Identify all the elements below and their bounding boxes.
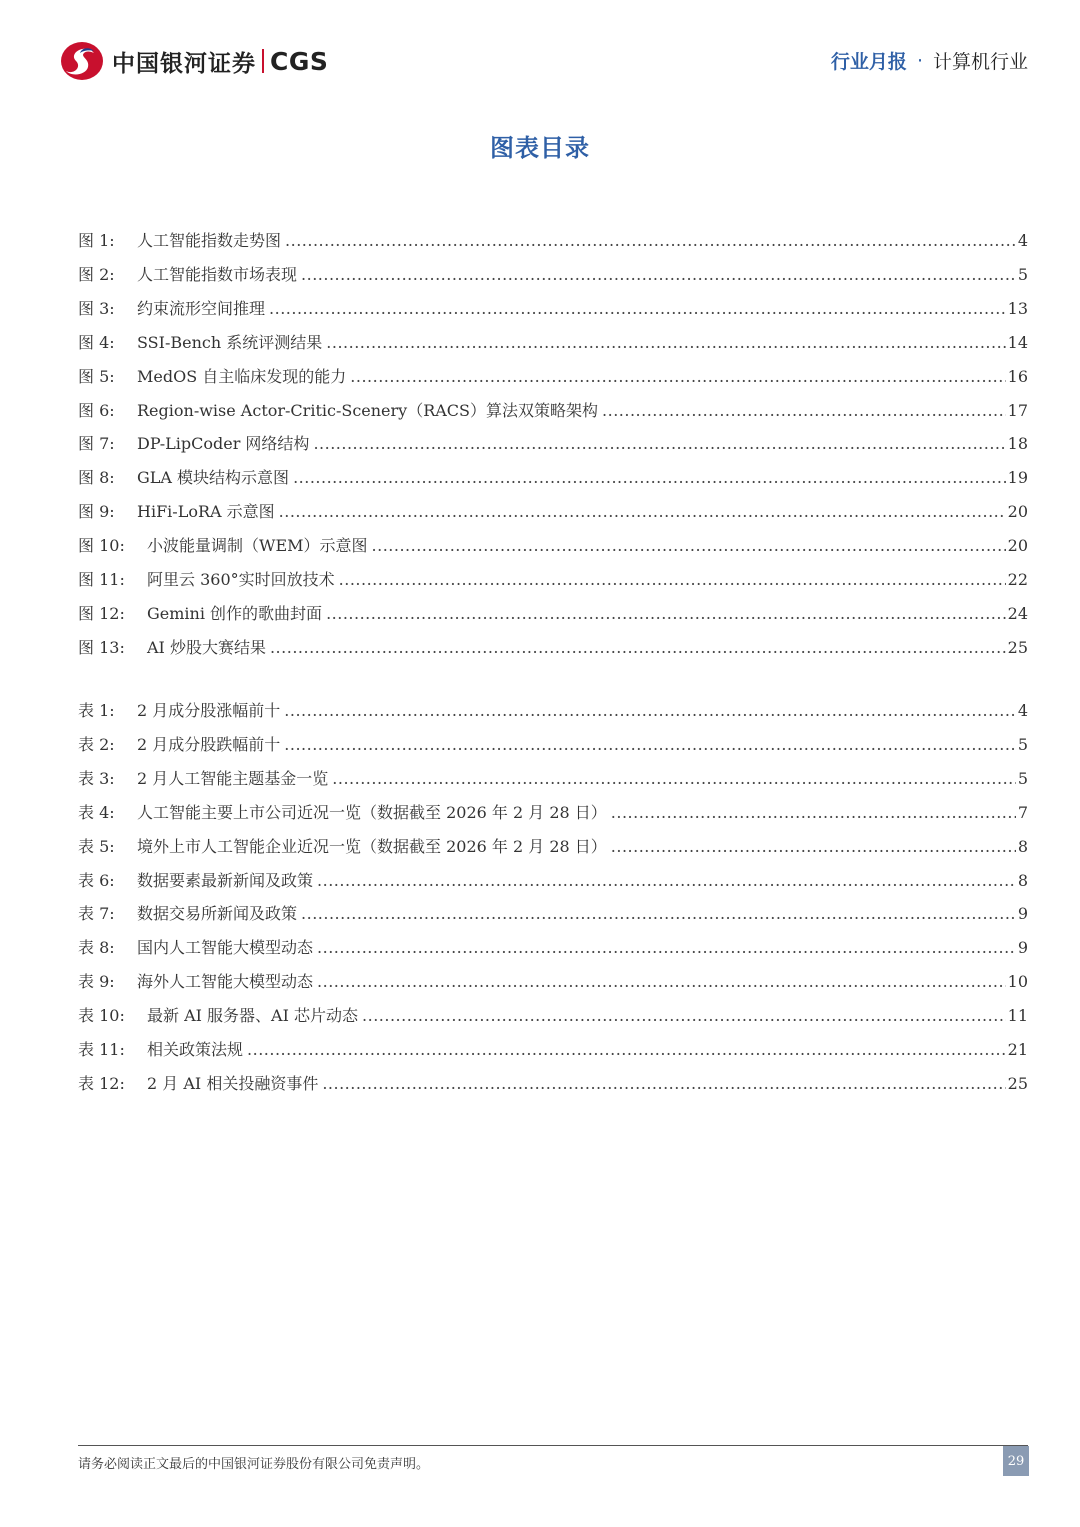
table-entry[interactable] — [78, 969, 1028, 995]
figure-entry[interactable] — [78, 567, 1028, 593]
entry-page: 20 — [1007, 536, 1028, 556]
table-entry[interactable] — [78, 1003, 1028, 1029]
dot-leader — [317, 938, 1016, 957]
dot-leader — [611, 803, 1016, 822]
cgs-logo-icon — [60, 41, 104, 81]
entry-title: 2 月人工智能主题基金一览 — [137, 768, 329, 788]
dot-leader — [285, 231, 1016, 250]
entry-number: 图 9: — [78, 502, 115, 522]
dot-leader — [372, 536, 1006, 555]
entry-number: 图 10: — [78, 536, 125, 556]
dot-leader — [332, 769, 1016, 788]
entry-page: 5 — [1017, 768, 1028, 788]
entry-page: 21 — [1007, 1040, 1028, 1059]
figure-entry[interactable] — [78, 228, 1028, 254]
entry-title: Region-wise Actor-Critic-Scenery（RACS）算法双策略架构 — [137, 400, 599, 420]
entry-title: 海外人工智能大模型动态 — [137, 972, 314, 992]
entry-page: 8 — [1017, 870, 1028, 890]
entry-page: 11 — [1007, 1006, 1028, 1026]
entry-page: 5 — [1017, 264, 1028, 284]
entry-number: 表 5: — [78, 836, 115, 856]
entry-page: 20 — [1007, 502, 1028, 522]
figure-entry[interactable] — [78, 262, 1028, 288]
dot-leader — [279, 502, 1006, 521]
figure-entry[interactable] — [78, 533, 1028, 559]
entry-title: 阿里云 360°实时回放技术 — [147, 570, 335, 589]
dot-leader — [270, 638, 1006, 657]
entry-page: 25 — [1007, 637, 1028, 657]
entry-page: 4 — [1017, 231, 1028, 250]
industry-name: 计算机行业 — [932, 51, 1028, 73]
table-entry[interactable] — [78, 732, 1028, 758]
entry-title: DP-LipCoder 网络结构 — [137, 434, 310, 454]
table-entry[interactable] — [78, 868, 1028, 894]
figure-entry[interactable] — [78, 398, 1028, 424]
header-separator: · — [916, 49, 923, 72]
entry-number: 表 11: — [78, 1040, 125, 1059]
entry-page: 24 — [1007, 603, 1028, 623]
figure-entry[interactable] — [78, 601, 1028, 627]
entry-title: HiFi-LoRA 示意图 — [137, 502, 275, 522]
entry-page: 25 — [1007, 1073, 1028, 1093]
entry-page: 5 — [1017, 734, 1028, 754]
entry-title: SSI-Bench 系统评测结果 — [137, 332, 323, 352]
entry-number: 图 5: — [78, 366, 115, 386]
entry-title: GLA 模块结构示意图 — [137, 468, 290, 488]
table-entry[interactable] — [78, 698, 1028, 724]
entry-number: 表 10: — [78, 1006, 125, 1026]
entry-title: 人工智能指数市场表现 — [137, 264, 298, 284]
entry-title: Gemini 创作的歌曲封面 — [147, 603, 323, 623]
entry-number: 图 8: — [78, 468, 115, 488]
dot-leader — [284, 735, 1016, 754]
entry-title: MedOS 自主临床发现的能力 — [137, 366, 347, 386]
entry-page: 18 — [1007, 434, 1028, 454]
entry-title: 2 月成分股跌幅前十 — [137, 734, 281, 754]
dot-leader — [317, 871, 1016, 890]
entry-page: 8 — [1017, 836, 1028, 856]
entry-number: 图 1: — [78, 231, 115, 250]
entry-number: 表 2: — [78, 734, 115, 754]
entry-number: 表 6: — [78, 870, 115, 890]
dot-leader — [301, 904, 1016, 923]
dot-leader — [269, 299, 1006, 318]
entry-number: 表 1: — [78, 701, 115, 720]
table-entry[interactable] — [78, 834, 1028, 860]
entry-title: 2 月成分股涨幅前十 — [137, 701, 281, 720]
figure-entry[interactable] — [78, 635, 1028, 661]
entry-page: 19 — [1007, 468, 1028, 488]
table-entry[interactable] — [78, 1071, 1028, 1097]
figure-entry[interactable] — [78, 330, 1028, 356]
footer-divider — [78, 1445, 1028, 1446]
entry-title: 相关政策法规 — [147, 1040, 244, 1059]
figure-entry[interactable] — [78, 296, 1028, 322]
entry-number: 表 7: — [78, 904, 115, 924]
entry-number: 表 4: — [78, 802, 115, 822]
entry-page: 13 — [1007, 298, 1028, 318]
figure-entry[interactable] — [78, 465, 1028, 491]
entry-page: 7 — [1017, 802, 1028, 822]
dot-leader — [611, 837, 1016, 856]
figure-entry[interactable] — [78, 431, 1028, 457]
dot-leader — [326, 333, 1005, 352]
dot-leader — [293, 468, 1006, 487]
entry-page: 9 — [1017, 938, 1028, 958]
entry-number: 表 3: — [78, 768, 115, 788]
entry-title: 2 月 AI 相关投融资事件 — [147, 1073, 319, 1093]
entry-number: 图 13: — [78, 637, 125, 657]
entry-number: 图 4: — [78, 332, 115, 352]
entry-page: 16 — [1007, 366, 1028, 386]
table-entry[interactable] — [78, 766, 1028, 792]
page-title: 图表目录 — [490, 134, 590, 162]
entry-page: 22 — [1007, 570, 1028, 589]
dot-leader — [284, 701, 1016, 720]
entry-title: 人工智能主要上市公司近况一览（数据截至 2026 年 2 月 28 日） — [137, 802, 607, 822]
page-number: 29 — [1003, 1446, 1029, 1476]
entry-number: 图 7: — [78, 434, 115, 454]
entry-number: 图 12: — [78, 603, 125, 623]
company-logo — [60, 40, 328, 82]
entry-number: 图 3: — [78, 298, 115, 318]
dot-leader — [313, 434, 1005, 453]
dot-leader — [362, 1006, 1006, 1025]
dot-leader — [322, 1074, 1005, 1093]
entry-title: 人工智能指数走势图 — [137, 231, 282, 250]
entry-number: 图 6: — [78, 400, 115, 420]
entry-title: AI 炒股大赛结果 — [147, 637, 266, 657]
dot-leader — [326, 604, 1006, 623]
report-category — [831, 47, 1028, 74]
entry-title: 国内人工智能大模型动态 — [137, 938, 314, 958]
figure-entry[interactable] — [78, 364, 1028, 390]
entry-number: 表 12: — [78, 1073, 125, 1093]
dot-leader — [301, 265, 1016, 284]
dot-leader — [317, 972, 1006, 991]
table-entry[interactable] — [78, 1037, 1028, 1063]
dot-leader — [602, 401, 1006, 420]
entry-title: 约束流形空间推理 — [137, 298, 266, 318]
table-entry[interactable] — [78, 935, 1028, 961]
entry-title: 数据交易所新闻及政策 — [137, 904, 298, 924]
report-type: 行业月报 — [830, 51, 907, 73]
entry-title: 小波能量调制（WEM）示意图 — [147, 536, 368, 556]
dot-leader — [350, 367, 1005, 386]
figure-entry[interactable] — [78, 499, 1028, 525]
table-entry[interactable] — [78, 800, 1028, 826]
entry-number: 图 2: — [78, 264, 115, 284]
entry-title: 最新 AI 服务器、AI 芯片动态 — [147, 1006, 359, 1026]
entry-title: 境外上市人工智能企业近况一览（数据截至 2026 年 2 月 28 日） — [137, 836, 607, 856]
entry-page: 9 — [1017, 904, 1028, 924]
entry-title: 数据要素最新新闻及政策 — [137, 870, 314, 890]
disclaimer-text: 请务必阅读正文最后的中国银河证券股份有限公司免责声明。 — [78, 1457, 430, 1472]
dot-leader — [247, 1040, 1006, 1059]
logo-divider — [262, 49, 264, 73]
table-entry[interactable] — [78, 901, 1028, 927]
entry-number: 图 11: — [78, 570, 125, 589]
entry-page: 14 — [1007, 332, 1028, 352]
entry-page: 17 — [1007, 400, 1028, 420]
entry-number: 表 9: — [78, 972, 115, 992]
entry-page: 10 — [1007, 972, 1028, 992]
logo-chinese-name: 中国银河证券 — [112, 50, 256, 77]
dot-leader — [339, 570, 1006, 589]
logo-english-name: CGS — [270, 46, 329, 76]
entry-number: 表 8: — [78, 938, 115, 958]
entry-page: 4 — [1017, 701, 1028, 720]
